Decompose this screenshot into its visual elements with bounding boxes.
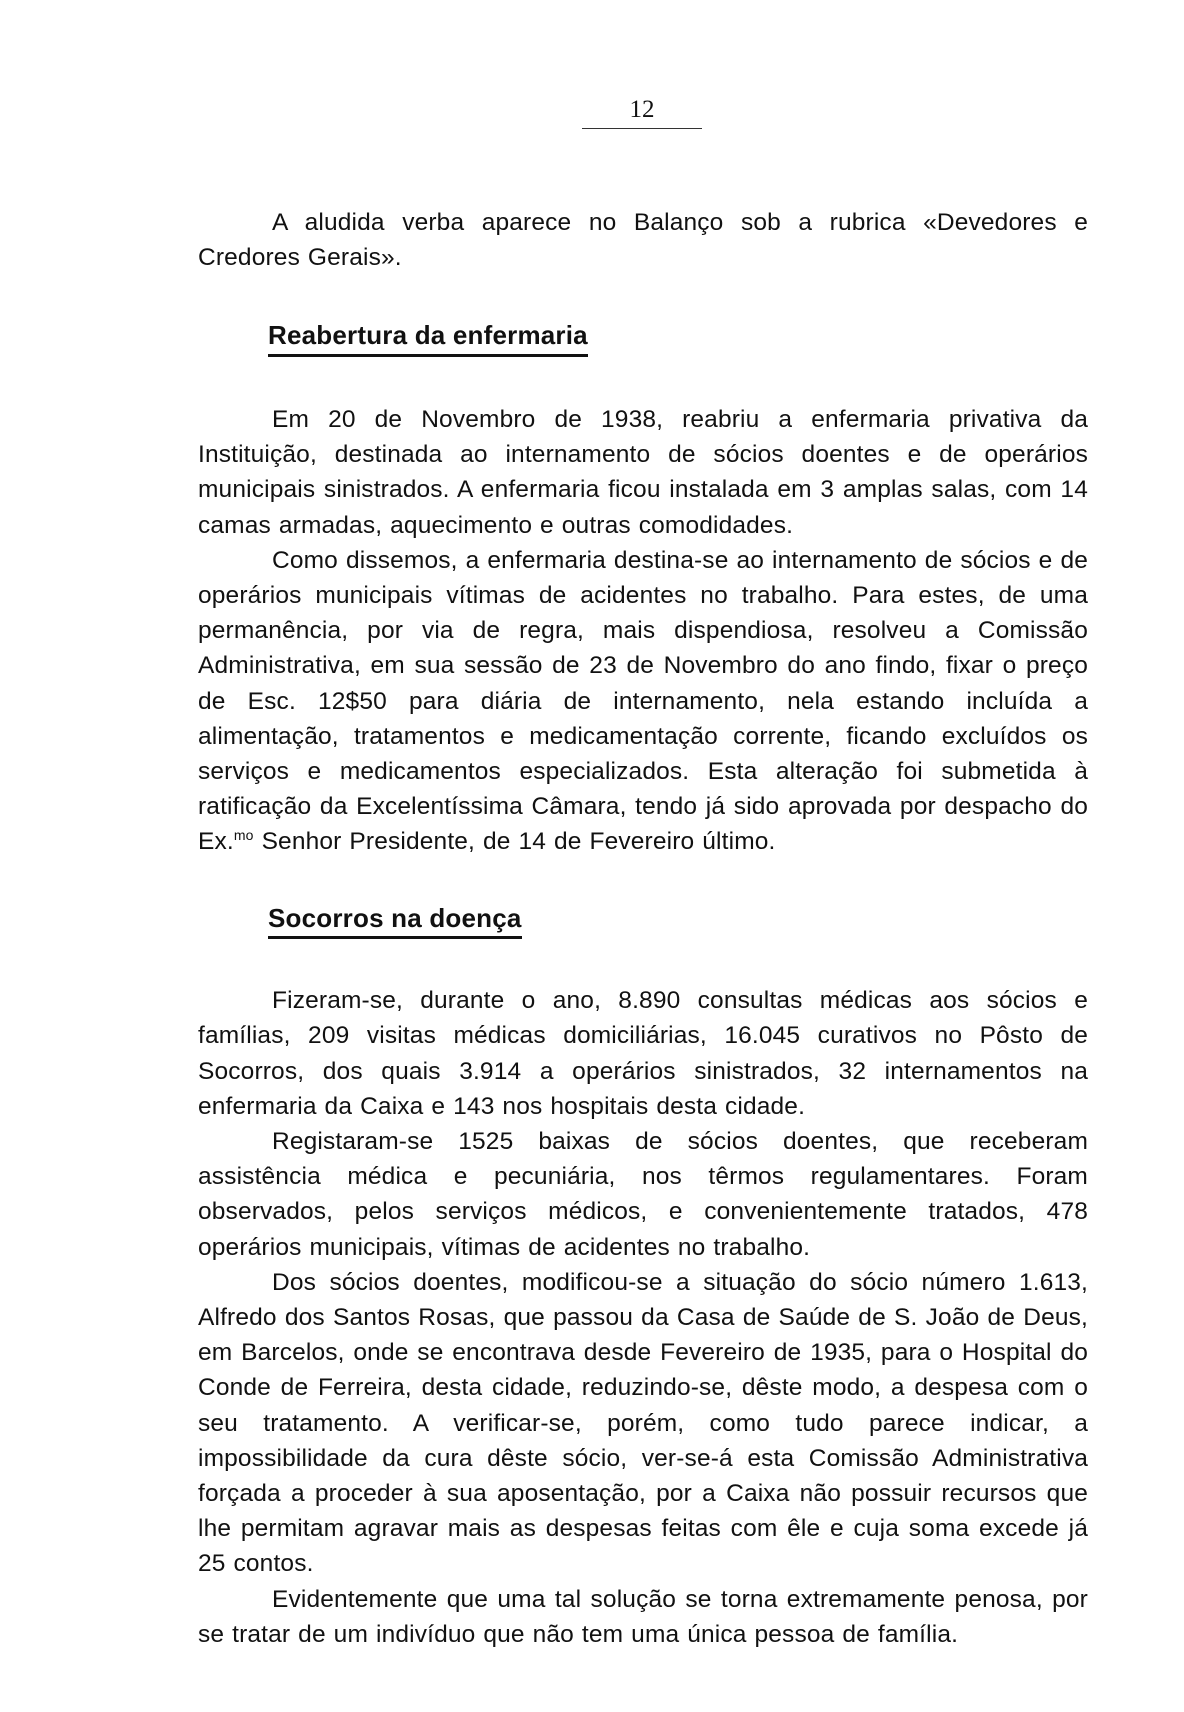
section-heading-socorros: Socorros na doença — [268, 904, 522, 940]
socorros-paragraph-1: Fizeram-se, durante o ano, 8.890 consultas médicas aos sócios e famílias, 209 visitas médicas domiciliárias, 16.045 curativos no Pôsto de Socorros, dos quais 3.914 a operários sinistrados, 32 internamentos na enfermaria da Caixa e 143 nos hospitais desta cidade. — [198, 987, 1088, 1120]
socorros-paragraph-4: Evidentemente que uma tal solução se torna extremamente penosa, por se tratar de um indivíduo que não tem uma única pessoa de família. — [198, 1585, 1088, 1648]
section-heading-wrap-reabertura — [198, 321, 1088, 357]
reabertura-paragraph-2-text: Como dissemos, a enfermaria destina-se ao internamento de sócios e de operários municipais vítimas de acidentes no trabalho. Para estes, de uma permanência, por via de regra, mais dispendiosa, resolveu a Comissão Administrativa, em sua sessão de 23 de Novembro do ano findo, fixar o preço de Esc. 12$50 para diária de internamento, nela estando incluída a alimentação, tratamentos e medicamentação corrente, ficando excluídos os serviços e medicamentos especializados. Esta alteração foi submetida à ratificação da Excelentíssima Câmara, tendo já sido aprovada por despacho do Ex. — [198, 546, 1088, 856]
page-number: 12 — [629, 96, 655, 123]
reabertura-paragraph-2 — [198, 543, 1088, 860]
superscript-mo: mo — [233, 827, 254, 844]
socorros-paragraph-2: Registaram-se 1525 baixas de sócios doentes, que receberam assistência médica e pecuniária, nos têrmos regulamentares. Foram observados, pelos serviços médicos, e convenientemente tratados, 478 operários municipais, vítimas de acidentes no trabalho. — [198, 1128, 1088, 1261]
reabertura-paragraph-1: Em 20 de Novembro de 1938, reabriu a enfermaria privativa da Instituição, destinada ao internamento de sócios doentes e de operários municipais sinistrados. A enfermaria ficou instalada em 3 amplas salas, com 14 camas armadas, aquecimento e outras comodidades. — [198, 406, 1088, 539]
intro-paragraph: A aludida verba aparece no Balanço sob a rubrica «Devedores e Credores Gerais». — [198, 209, 1088, 272]
page-content — [198, 205, 1088, 1652]
socorros-paragraph-3: Dos sócios doentes, modificou-se a situação do sócio número 1.613, Alfredo dos Santos Rosas, que passou da Casa de Saúde de S. João de Deus, em Barcelos, onde se encontrava desde Fevereiro de 1935, para o Hospital do Conde de Ferreira, desta cidade, reduzindo-se, dêste modo, a despesa com o seu tratamento. A verificar-se, porém, como tudo parece indicar, a impossibilidade da cura dêste sócio, ver-se-á esta Comissão Administrativa forçada a proceder à sua aposentação, por a Caixa não possuir recursos que lhe permitam agravar mais as despesas feitas com êle e cuja soma excede já 25 contos. — [198, 1268, 1088, 1578]
page-number-block — [567, 97, 717, 129]
page-number-rule — [582, 128, 702, 129]
reabertura-paragraph-2-end: Senhor Presidente, de 14 de Fevereiro último. — [253, 828, 776, 856]
section-heading-wrap-socorros — [198, 904, 1088, 940]
section-heading-reabertura: Reabertura da enfermaria — [268, 321, 588, 357]
